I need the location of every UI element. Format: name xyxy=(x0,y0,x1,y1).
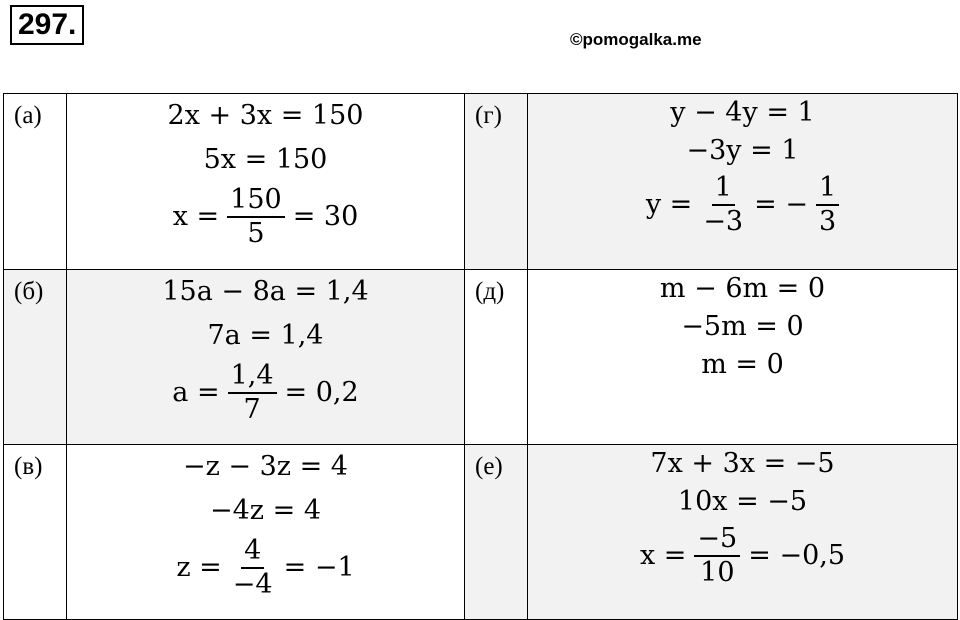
numerator: 1,4 xyxy=(228,360,277,394)
numerator: 150 xyxy=(227,184,285,218)
numerator: 1 xyxy=(816,172,839,206)
solutions-table xyxy=(3,93,958,620)
equation-line: m = 0 xyxy=(701,349,784,380)
equation-line: 7a = 1,4 xyxy=(207,320,324,351)
fraction xyxy=(230,535,276,601)
frac-right: = −1 xyxy=(283,552,355,583)
fraction xyxy=(227,184,285,250)
denominator: −4 xyxy=(232,569,273,600)
frac-left: x = xyxy=(172,201,220,232)
equation-line: −3y = 1 xyxy=(686,135,799,166)
problem-number: 297. xyxy=(10,5,84,45)
equation-line: y − 4y = 1 xyxy=(670,97,815,128)
frac-left: a = xyxy=(172,377,220,408)
denominator: 5 xyxy=(247,218,265,249)
denominator: 7 xyxy=(243,394,261,425)
label-g: (г) xyxy=(465,94,528,270)
watermark: ©pomogalka.me xyxy=(570,30,702,49)
fraction xyxy=(700,172,746,238)
fraction-line xyxy=(172,358,358,428)
frac-right: = −0,5 xyxy=(748,540,846,571)
equation-line: 15a − 8a = 1,4 xyxy=(162,276,369,307)
numerator: 4 xyxy=(241,535,264,569)
equation-line: −5m = 0 xyxy=(681,311,804,342)
fraction xyxy=(816,172,839,238)
fraction-line xyxy=(176,533,354,603)
work-e xyxy=(528,445,958,620)
numerator: 1 xyxy=(712,172,735,206)
label-e: (е) xyxy=(465,445,528,620)
frac-mid: = − xyxy=(754,189,808,220)
equation-line: 2x + 3x = 150 xyxy=(167,100,364,131)
equation-line: 7x + 3x = −5 xyxy=(650,448,835,479)
work-d xyxy=(528,270,958,445)
frac-right: = 30 xyxy=(292,201,359,232)
fraction-line xyxy=(646,170,839,240)
frac-left: z = xyxy=(176,552,222,583)
fraction xyxy=(228,360,277,426)
frac-right: = 0,2 xyxy=(284,377,359,408)
label-v: (в) xyxy=(4,445,67,620)
label-d: (д) xyxy=(465,270,528,445)
equation-line: −4z = 4 xyxy=(210,495,321,526)
work-g xyxy=(528,94,958,270)
fraction xyxy=(694,523,740,589)
fraction-line xyxy=(173,182,359,252)
fraction-line xyxy=(640,521,845,591)
denominator: 10 xyxy=(700,557,735,588)
denominator: 3 xyxy=(818,206,837,237)
label-a: (а) xyxy=(4,94,67,270)
numerator: −5 xyxy=(694,523,740,557)
frac-left: x = xyxy=(639,540,687,571)
denominator: −3 xyxy=(703,206,744,237)
work-a xyxy=(67,94,465,270)
equation-line: 10x = −5 xyxy=(677,486,808,517)
work-b xyxy=(67,270,465,445)
work-v xyxy=(67,445,465,620)
equation-line: 5x = 150 xyxy=(203,144,328,175)
equation-line: −z − 3z = 4 xyxy=(182,451,348,482)
frac-left: y = xyxy=(645,189,693,220)
equation-line: m − 6m = 0 xyxy=(659,273,826,304)
label-b: (б) xyxy=(4,270,67,445)
